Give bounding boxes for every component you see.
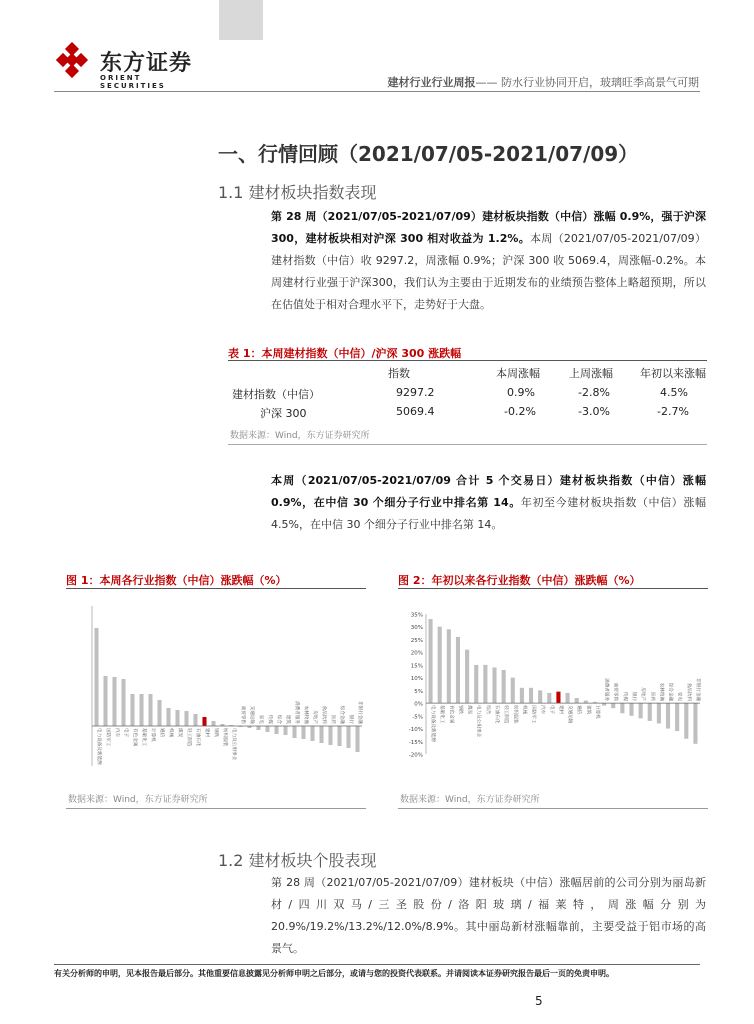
bar	[193, 714, 197, 726]
y-tick-label: -10%	[408, 727, 423, 734]
table-row-index: 5069.4	[396, 405, 435, 418]
category-label: 电力设备及新能源	[430, 705, 436, 742]
y-tick-label: -20%	[408, 752, 423, 759]
category-label: 建筑	[285, 714, 290, 724]
category-label: 煤炭	[466, 705, 472, 715]
bar	[337, 726, 341, 746]
category-label: 农林牧渔	[303, 705, 308, 724]
bar	[529, 688, 533, 703]
bar	[547, 693, 551, 703]
bar	[139, 694, 143, 726]
y-tick-label: 5%	[414, 688, 423, 695]
category-label: 农林牧渔	[658, 682, 664, 702]
category-label: 交通运输	[249, 705, 254, 724]
logo-text-en: ORIENT SECURITIES	[100, 74, 166, 90]
category-label: 通信	[159, 728, 164, 738]
bar	[310, 726, 314, 741]
footer-disclaimer: 有关分析师的申明，见本报告最后部分。其他重要信息披露见分析师申明之后部分，或请与您的投资代表联系。并请阅读本证券研究报告最后一页的免责申明。	[54, 969, 614, 978]
category-label: 消费者服务	[603, 678, 609, 702]
bar	[148, 694, 152, 726]
category-label: 纺织服装	[222, 728, 227, 747]
category-label: 综合	[484, 705, 490, 715]
bar	[166, 708, 170, 726]
category-label: 煤炭	[177, 728, 182, 738]
figure-2-title: 图 2：年初以来各行业指数（中信）涨跌幅（%）	[398, 574, 641, 587]
table-row-ytd: -2.7%	[657, 405, 689, 418]
category-label: 国防军工	[530, 705, 536, 724]
category-label: 电子	[123, 728, 128, 738]
y-tick-label: 35%	[410, 612, 423, 619]
bar	[265, 726, 269, 732]
bar	[292, 726, 296, 738]
category-label: 机械	[521, 705, 527, 715]
subsection-title-1: 1.1 建材板块指数表现	[218, 183, 377, 202]
category-label: 计算机	[594, 705, 600, 719]
category-label: 传媒	[621, 691, 627, 702]
paragraph-1-text: 本周（2021/07/05-2021/07/09）建材指数（中信）收 9297.2，周涨幅 0.9%；沪深 300 收 5069.4，周涨幅-0.2%。本周建材行业强于沪深300，我们认为主要由于近期发布的业绩预告整体上略超预期，所以在估值处于相对合理水平下，走势好于大盘。	[271, 232, 706, 311]
company-logo	[56, 42, 206, 88]
category-label: 非银行金融	[357, 701, 362, 724]
category-label: 综合	[276, 714, 281, 724]
subsection-title-2: 1.2 建材板块个股表现	[218, 851, 377, 870]
bar	[611, 703, 615, 708]
bar	[648, 703, 652, 721]
figure-2-top-rule	[398, 588, 708, 589]
figure-2-chart	[398, 594, 708, 784]
bar	[639, 703, 643, 718]
bar	[675, 703, 679, 731]
category-label: 医药	[649, 691, 655, 702]
category-label: 银行	[631, 691, 636, 702]
category-label: 商贸零售	[240, 705, 245, 724]
bar	[175, 710, 179, 726]
table-source: 数据来源：Wind，东方证券研究所	[230, 431, 370, 441]
bar	[474, 665, 478, 703]
logo-mark-icon	[56, 42, 96, 88]
y-tick-label: 15%	[410, 663, 423, 670]
category-label: 有色金属	[132, 728, 137, 747]
bar	[465, 650, 469, 703]
category-label: 汽车	[539, 705, 545, 715]
footer-divider	[54, 964, 700, 965]
logo-text-cn: 东方证券	[100, 51, 193, 76]
figure-1-chart	[66, 594, 366, 784]
bar	[566, 693, 570, 703]
category-label: 消费者服务	[294, 701, 299, 724]
category-label: 电力设备及新能源	[96, 728, 101, 765]
figure-1-source: 数据来源：Wind，东方证券研究所	[68, 795, 208, 805]
table-row-name: 沪深 300	[260, 407, 307, 420]
section-title: 一、行情回顾（2021/07/05-2021/07/09）	[218, 142, 639, 166]
bar	[602, 703, 606, 706]
bar	[319, 726, 323, 743]
category-label: 电力及公用事业	[475, 705, 481, 738]
paragraph-1	[271, 206, 706, 316]
y-tick-label: -5%	[412, 714, 423, 721]
y-tick-label: 20%	[410, 650, 423, 657]
category-label: 建材	[204, 728, 209, 738]
category-label: 钢铁	[213, 728, 218, 738]
category-label: 传媒	[267, 714, 272, 724]
y-tick-label: 0%	[414, 701, 423, 708]
category-label: 医药	[330, 714, 335, 724]
header-divider	[54, 91, 700, 92]
category-label: 通信	[576, 705, 582, 715]
bar	[301, 726, 305, 739]
table-row-name: 建材指数（中信）	[232, 388, 320, 401]
category-label: 石油石化	[195, 728, 200, 747]
bar	[328, 726, 332, 745]
figure-1-title: 图 1：本周各行业指数（中信）涨跌幅（%）	[66, 574, 287, 587]
bar	[483, 665, 487, 703]
category-label: 建筑	[585, 705, 591, 715]
bar	[202, 717, 206, 726]
bar	[520, 688, 524, 703]
table-row-ytd: 4.5%	[660, 386, 688, 399]
category-label: 非银行金融	[694, 678, 700, 702]
category-label: 银行	[348, 714, 353, 724]
table-bottom-rule	[228, 444, 707, 445]
category-label: 汽车	[114, 728, 119, 738]
paragraph-2-text: 年初至今建材板块指数（中信）涨幅 4.5%，在中信 30 个细分子行业中排名第 14。	[271, 496, 706, 531]
category-label: 机械	[168, 728, 173, 738]
paragraph-1-bold: 第 28 周（2021/07/05-2021/07/09）建材板块指数（中信）涨幅 0.9%，强于沪深 300，建材板块相对沪深 300 相对收益为 1.2%。	[271, 210, 706, 245]
bar	[447, 629, 451, 703]
category-label: 基础化工	[439, 705, 445, 724]
category-label: 电子	[548, 705, 554, 715]
bar	[283, 726, 287, 735]
bar	[438, 627, 442, 703]
category-label: 轻工制造	[186, 728, 191, 747]
bar	[94, 628, 98, 726]
bar	[429, 619, 433, 703]
bar	[584, 701, 588, 704]
category-label: 国防军工	[105, 728, 110, 747]
table-header-week: 本周涨幅	[496, 367, 540, 380]
report-subtitle: —— 防水行业协同开启，玻璃旺季高景气可期	[475, 76, 699, 89]
category-label: 纺织服装	[512, 705, 518, 724]
report-type: 建材行业行业周报	[387, 76, 476, 89]
report-header-title	[388, 74, 700, 90]
category-label: 交通运输	[567, 705, 573, 724]
figure-1-bottom-rule	[66, 808, 366, 809]
bar	[666, 703, 670, 728]
y-tick-label: 10%	[410, 676, 423, 683]
bar	[211, 721, 215, 726]
category-label: 石油石化	[494, 705, 499, 724]
bar	[157, 700, 161, 726]
table-row-last-week: -2.8%	[578, 386, 610, 399]
category-label: 家电	[258, 714, 263, 724]
figure-1-top-rule	[66, 588, 366, 589]
table-header-last-week: 上周涨幅	[569, 367, 613, 380]
bar	[184, 711, 188, 726]
category-label: 有色金属	[448, 705, 454, 724]
bar	[456, 637, 460, 703]
paragraph-2	[271, 470, 706, 536]
bar	[684, 703, 688, 739]
category-label: 家电	[676, 691, 682, 702]
figure-2-source: 数据来源：Wind，东方证券研究所	[400, 795, 540, 805]
category-label: 计算机	[150, 728, 155, 742]
table-header-index: 指数	[388, 367, 410, 380]
table-row-week: -0.2%	[504, 405, 536, 418]
category-label: 钢铁	[457, 705, 463, 715]
header-tab	[219, 0, 263, 40]
bar	[575, 698, 579, 703]
table-top-rule	[228, 360, 707, 361]
bar	[511, 678, 515, 703]
bar	[502, 670, 506, 703]
bar	[620, 703, 624, 713]
category-label: 食品饮料	[685, 682, 691, 702]
category-label: 电力及公用事业	[231, 728, 236, 761]
paragraph-3: 第 28 周（2021/07/05-2021/07/09）建材板块（中信）涨幅居前的公司分别为丽岛新材/四川双马/三圣股份/洛阳玻璃/福莱特，周涨幅分别为 20.9%/19.2%/13.2%/12.0%/8.9%。其中丽岛新材涨幅靠前，主要受益于铝市场的高景气。	[271, 876, 706, 955]
category-label: 商贸零售	[612, 682, 618, 702]
bar	[130, 694, 134, 726]
paragraph-2-bold: 本周（2021/07/05-2021/07/09 合计 5 个交易日）建材板块指数（中信）涨幅 0.9%，在中信 30 个细分子行业中排名第 14。	[271, 474, 706, 509]
category-label: 综合金融	[339, 705, 344, 724]
bar	[556, 692, 560, 703]
y-tick-label: 30%	[410, 625, 423, 632]
bar	[693, 703, 697, 744]
bar	[346, 726, 350, 748]
table-header-ytd: 年初以来涨幅	[640, 367, 706, 380]
bar	[657, 703, 661, 723]
table-row-week: 0.9%	[507, 386, 535, 399]
category-label: 建材	[557, 705, 563, 715]
category-label: 房地产	[640, 687, 646, 702]
y-tick-label: 25%	[410, 637, 423, 644]
bar	[355, 726, 359, 752]
category-label: 基础化工	[141, 728, 146, 747]
category-label: 轻工制造	[503, 705, 509, 724]
table-row-last-week: -3.0%	[578, 405, 610, 418]
bar	[492, 667, 496, 703]
bar	[103, 676, 107, 726]
category-label: 综合金融	[667, 682, 673, 702]
table-row-index: 9297.2	[396, 386, 435, 399]
figure-2-bottom-rule	[398, 808, 708, 809]
table-title: 表 1：本周建材指数（中信）/沪深 300 涨跌幅	[228, 347, 462, 360]
category-label: 食品饮料	[321, 705, 326, 724]
page-number: 5	[535, 994, 543, 1008]
bar	[121, 679, 125, 726]
bar	[274, 726, 278, 734]
y-tick-label: -15%	[408, 739, 423, 746]
bar	[629, 703, 633, 716]
bar	[538, 690, 542, 703]
bar	[256, 726, 260, 730]
bar	[112, 677, 116, 726]
category-label: 房地产	[312, 710, 317, 724]
